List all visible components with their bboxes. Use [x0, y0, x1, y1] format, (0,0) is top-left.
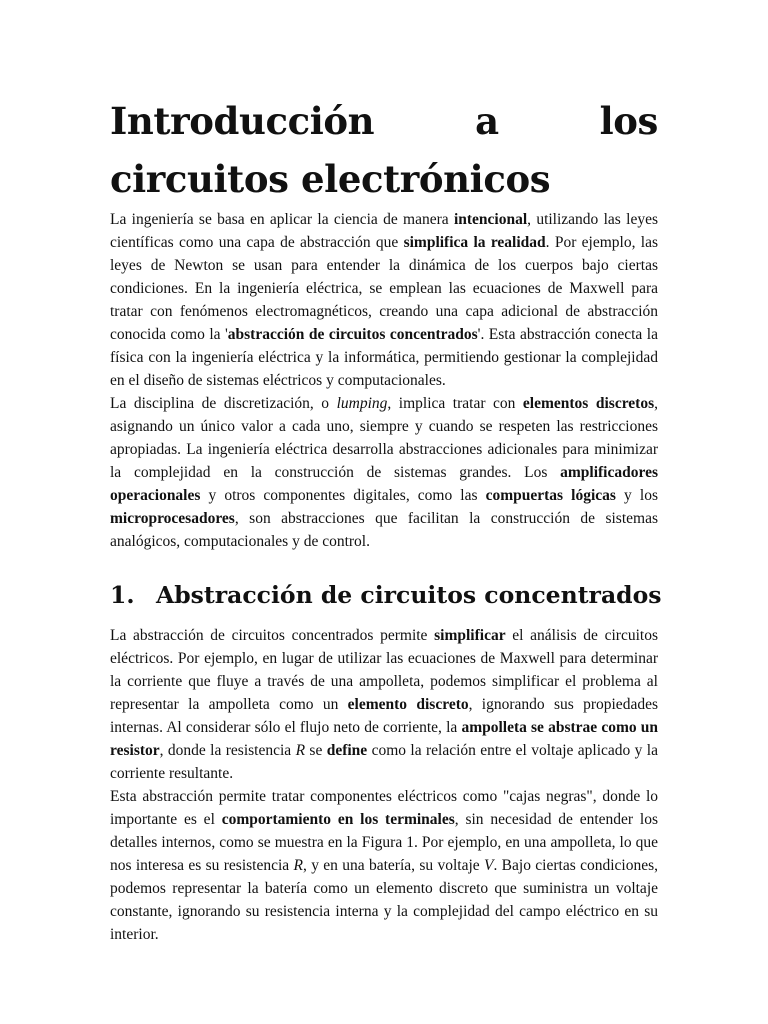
intro-paragraph-1: La ingeniería se basa en aplicar la ciencia de manera intencional, utilizando las leyes científicas como una capa de abstracción que simplifica la realidad. Por ejemplo, las leyes de Newton se usan para entender la dinámica de los cuerpos bajo ciertas condiciones. En la ingeniería eléctrica, se emplean las ecuaciones de Maxwell para tratar con fenómenos electromagnéticos, creando una capa adicional de abstracción conocida como la 'abstracción de circuitos concentrados'. Esta abstracción conecta la física con la ingeniería eléctrica y la informática, permitiendo gestionar la complejidad en el diseño de sistemas eléctricos y computacionales. [110, 211, 658, 389]
bold-term: simplificar [434, 627, 506, 644]
bold-term: ampolleta se abstrae como un resistor [110, 719, 659, 759]
document-title: Introducción a los circuitos electrónicos [110, 99, 658, 201]
bold-term: amplificadores operacionales [110, 464, 658, 504]
bold-term: simplifica la realidad [403, 234, 546, 251]
italic-term: V [484, 857, 494, 874]
bold-term: comportamiento en los terminales [221, 811, 455, 828]
intro-paragraph-2: La disciplina de discretización, o lumping, implica tratar con elementos discretos, asignando un único valor a cada uno, siempre y cuando se respeten las restricciones apropiadas. La ingeniería eléctrica desarrolla abstracciones adicionales para minimizar la complejidad en la construcción de sistemas grandes. Los amplificadores operacionales y otros componentes digitales, como las compuertas lógicas y los microprocesadores, son abstracciones que facilitan la construcción de sistemas analógicos, computacionales y de control. [110, 395, 659, 550]
bold-term: intencional [453, 211, 528, 228]
bold-term: compuertas lógicas [485, 487, 616, 504]
bold-term: elementos discretos [522, 395, 655, 412]
section-heading [110, 578, 662, 612]
italic-term: R [295, 742, 306, 759]
document-page [110, 92, 662, 946]
section-paragraph-2: Esta abstracción permite tratar componentes eléctricos como "cajas negras", donde lo importante es el comportamiento en los terminales, sin necesidad de entender los detalles internos, como se muestra en la Figura 1. Por ejemplo, en una ampolleta, lo que nos interesa es su resistencia R, y en una batería, su voltaje V. Bajo ciertas condiciones, podemos representar la batería como un elemento discreto que suministra un voltaje constante, ignorando su resistencia interna y la complejidad del campo eléctrico en su interior. [110, 788, 658, 943]
bold-term: define [326, 742, 368, 759]
italic-term: lumping [336, 395, 388, 412]
section-number: 1. [110, 581, 135, 609]
bold-term: microprocesadores [110, 510, 235, 527]
bold-term: elemento discreto [347, 696, 469, 713]
bold-term: abstracción de circuitos concentrados [227, 326, 478, 343]
section-title: Abstracción de circuitos concentrados [156, 581, 662, 609]
italic-term: R [293, 857, 303, 874]
section-paragraph-1: La abstracción de circuitos concentrados permite simplificar el análisis de circuitos eléctricos. Por ejemplo, en lugar de utilizar las ecuaciones de Maxwell para determinar la corriente que fluye a través de una ampolleta, podemos simplificar el problema al representar la ampolleta como un elemento discreto, ignorando sus propiedades internas. Al considerar sólo el flujo neto de corriente, la ampolleta se abstrae como un resistor, donde la resistencia R se define como la relación entre el voltaje aplicado y la corriente resultante. [110, 627, 659, 782]
